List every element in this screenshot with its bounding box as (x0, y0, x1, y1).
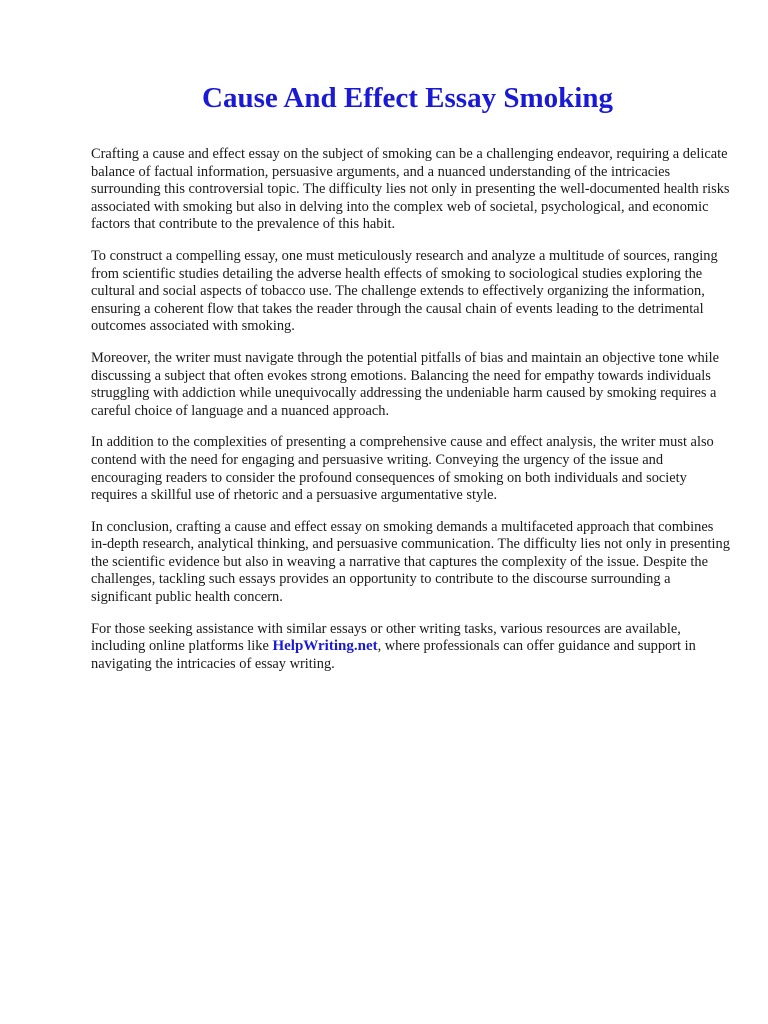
closing-paragraph (91, 621, 731, 674)
paragraph-5: In conclusion, crafting a cause and effect essay on smoking demands a multifaceted approach that combines in-depth research, analytical thinking, and persuasive communication. The difficulty lies not only in presenting the scientific evidence but also in weaving a narrative that captures the complexity of the issue. Despite the challenges, tackling such essays provides an opportunity to contribute to the discourse surrounding a significant public health concern. (91, 518, 730, 606)
paragraph-3: Moreover, the writer must navigate through the potential pitfalls of bias and maintain an objective tone while discussing a subject that often evokes strong emotions. Balancing the need for empathy towards individuals struggling with addiction while unequivocally addressing the undeniable harm caused by smoking requires a careful choice of language and a nuanced approach. (91, 349, 720, 419)
closing-text-after-link: , where professionals can offer guidance and support in navigating the intricacies of essay writing. (91, 638, 696, 672)
paragraph-1: Crafting a cause and effect essay on the subject of smoking can be a challenging endeavor, requiring a delicate balance of factual information, persuasive arguments, and a nuanced understanding of the intricacies surrounding this controversial topic. The difficulty lies not only in presenting the well-documented health risks associated with smoking but also in delving into the complex web of societal, psychological, and economic factors that contribute to the prevalence of this habit. (91, 146, 730, 233)
page-title: Cause And Effect Essay Smoking (202, 82, 613, 114)
closing-text-before-link: For those seeking assistance with similar essays or other writing tasks, various resources are available, including online platforms like (91, 620, 681, 655)
helpwriting-link[interactable]: HelpWriting.net (272, 638, 378, 655)
paragraph-2: To construct a compelling essay, one must meticulously research and analyze a multitude of sources, ranging from scientific studies detailing the adverse health effects of smoking to sociological studies exploring the cultural and social aspects of tobacco use. The challenge extends to effectively organizing the information, ensuring a coherent flow that takes the reader through the causal chain of events leading to the detrimental outcomes associated with smoking. (91, 247, 718, 335)
essay-body (91, 146, 731, 687)
paragraph-4: In addition to the complexities of presenting a comprehensive cause and effect analysis, the writer must also contend with the need for engaging and persuasive writing. Conveying the urgency of the issue and encouraging readers to consider the profound consequences of smoking on both individuals and society requires a skillful use of rhetoric and a persuasive argumentative style. (91, 434, 714, 504)
